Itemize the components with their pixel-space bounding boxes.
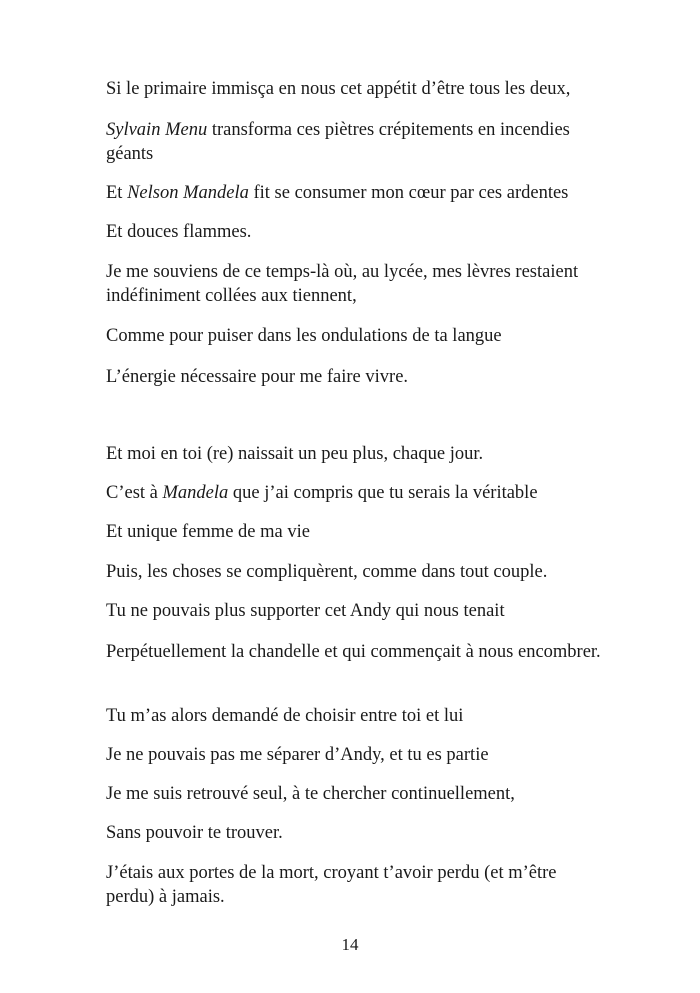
line-text: Je me souviens de ce temps-là où, au lycée, mes lèvres restaient indéfiniment collées aux tiennent, <box>106 262 579 306</box>
poem-line-11 <box>106 560 606 584</box>
poem-line-7 <box>106 365 606 389</box>
poem-line-1 <box>106 77 606 101</box>
poem-line-3 <box>106 181 606 205</box>
line-text: Et unique femme de ma vie <box>106 522 310 542</box>
poem-line-6 <box>106 324 606 348</box>
line-text: Je ne pouvais pas me séparer d’Andy, et tu es partie <box>106 745 489 765</box>
line-italic: Nelson Mandela <box>127 183 249 203</box>
poem-line-5 <box>106 260 606 308</box>
poem-line-13 <box>106 640 606 664</box>
line-text: Comme pour puiser dans les ondulations de ta langue <box>106 326 502 346</box>
line-text: C’est à <box>106 483 163 503</box>
line-text-after: que j’ai compris que tu serais la véritable <box>228 483 538 503</box>
poem-line-16 <box>106 782 606 806</box>
poem-line-4 <box>106 220 606 244</box>
page-number: 14 <box>341 935 359 954</box>
line-italic: Sylvain Menu <box>106 120 208 140</box>
line-text: Et moi en toi (re) naissait un peu plus, chaque jour. <box>106 444 484 464</box>
poem-line-10 <box>106 520 606 544</box>
line-text: Tu m’as alors demandé de choisir entre toi et lui <box>106 706 464 726</box>
poem-line-17 <box>106 821 606 845</box>
line-text: J’étais aux portes de la mort, croyant t’avoir perdu (et m’être perdu) à jamais. <box>106 863 557 907</box>
line-text-after: fit se consumer mon cœur par ces ardentes <box>248 183 569 203</box>
line-text: Perpétuellement la chandelle et qui commençait à nous encombrer. <box>106 642 601 662</box>
line-text: transforma ces piètres crépitements en incendies géants <box>106 120 570 164</box>
line-text: Et <box>106 183 128 203</box>
poem-line-2 <box>106 118 606 166</box>
poem-line-8 <box>106 442 606 466</box>
line-text: Tu ne pouvais plus supporter cet Andy qui nous tenait <box>106 601 505 621</box>
line-text: L’énergie nécessaire pour me faire vivre. <box>106 367 409 387</box>
poem-line-9 <box>106 481 606 505</box>
line-italic: Mandela <box>162 483 229 503</box>
poem-line-14 <box>106 704 606 728</box>
poem-line-18 <box>106 861 606 909</box>
poem-line-15 <box>106 743 606 767</box>
poem-line-12 <box>106 599 606 623</box>
line-text: Puis, les choses se compliquèrent, comme dans tout couple. <box>106 562 548 582</box>
line-text: Si le primaire immisça en nous cet appétit d’être tous les deux, <box>106 79 571 99</box>
line-text: Je me suis retrouvé seul, à te chercher continuellement, <box>106 784 515 804</box>
line-text: Et douces flammes. <box>106 222 252 242</box>
line-text: Sans pouvoir te trouver. <box>106 823 283 843</box>
